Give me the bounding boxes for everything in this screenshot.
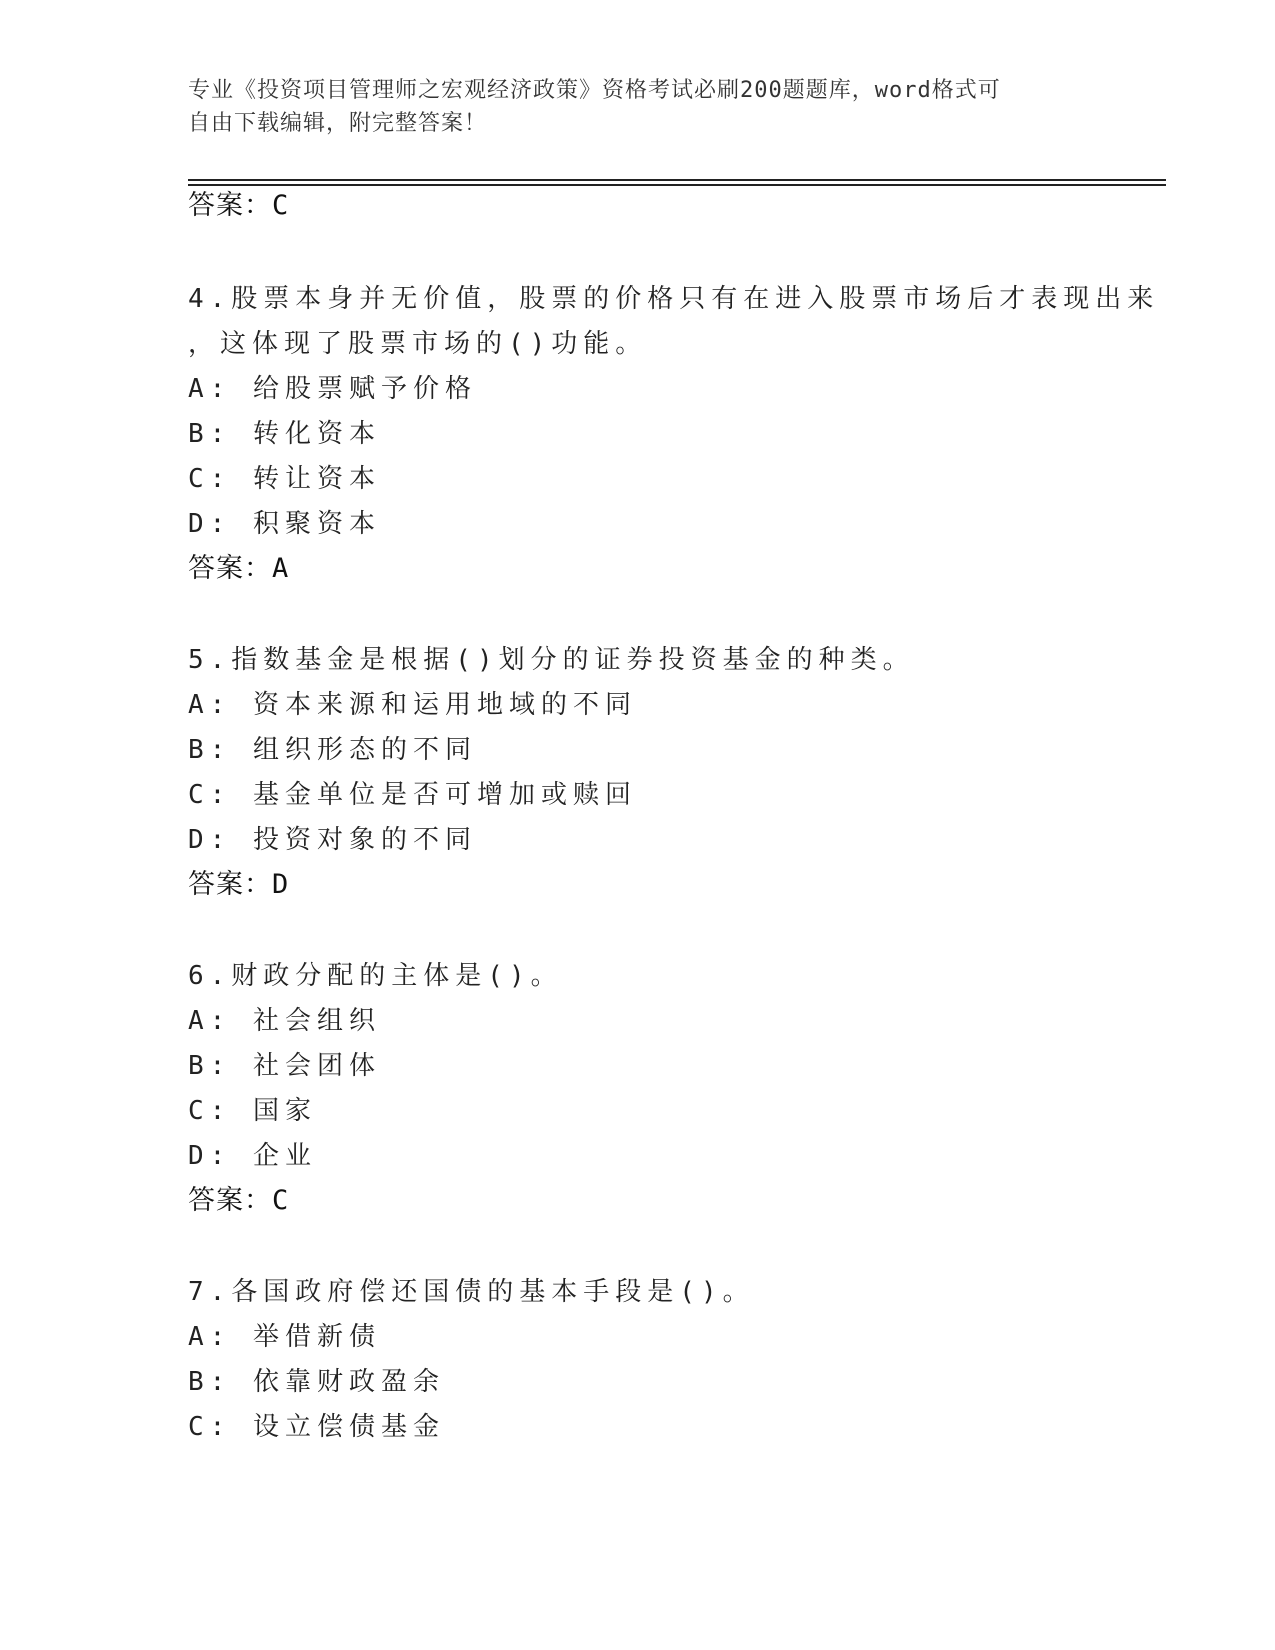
question-5-option-b: B: 组织形态的不同	[188, 735, 477, 765]
header-rule-top	[188, 179, 1166, 181]
question-7-option-b: B: 依靠财政盈余	[188, 1367, 445, 1397]
answer-line	[188, 190, 289, 222]
question-5-option-a: A: 资本来源和运用地域的不同	[188, 690, 637, 720]
answer-label: 答案：	[188, 190, 272, 221]
answer-label: 答案：	[188, 869, 272, 900]
question-5-stem: 5.指数基金是根据()划分的证券投资基金的种类。	[188, 645, 915, 675]
question-4-option-d: D: 积聚资本	[188, 509, 381, 539]
question-4-option-b: B: 转化资本	[188, 419, 381, 449]
question-6-stem: 6.财政分配的主体是()。	[188, 961, 563, 991]
question-5-option-d: D: 投资对象的不同	[188, 825, 477, 855]
answer-value: A	[272, 553, 290, 584]
question-4-answer	[188, 553, 289, 585]
question-4-stem-line-1: 4.股票本身并无价值，股票的价格只有在进入股票市场后才表现出来	[188, 284, 1160, 314]
question-7-stem: 7.各国政府偿还国债的基本手段是()。	[188, 1277, 755, 1307]
question-7-option-a: A: 举借新债	[188, 1322, 381, 1352]
answer-value: C	[272, 190, 290, 221]
question-6-option-c: C: 国家	[188, 1096, 317, 1126]
header-rule-bottom	[188, 184, 1166, 186]
question-4-option-c: C: 转让资本	[188, 464, 381, 494]
question-6-option-a: A: 社会组织	[188, 1006, 381, 1036]
document-header	[188, 74, 1088, 140]
question-5-option-c: C: 基金单位是否可增加或赎回	[188, 780, 637, 810]
question-7-option-c: C: 设立偿债基金	[188, 1412, 445, 1442]
answer-label: 答案：	[188, 553, 272, 584]
question-6-option-b: B: 社会团体	[188, 1051, 381, 1081]
header-line-1: 专业《投资项目管理师之宏观经济政策》资格考试必刷200题题库，word格式可	[188, 78, 1001, 103]
question-5-answer	[188, 869, 289, 901]
answer-label: 答案：	[188, 1185, 272, 1216]
answer-value: C	[272, 1185, 290, 1216]
answer-value: D	[272, 869, 290, 900]
question-4-option-a: A: 给股票赋予价格	[188, 374, 477, 404]
question-6-option-d: D: 企业	[188, 1141, 317, 1171]
question-4-stem-line-2: ，这体现了股票市场的()功能。	[188, 329, 648, 359]
header-line-2: 自由下载编辑，附完整答案！	[188, 111, 488, 136]
question-6-answer	[188, 1185, 289, 1217]
